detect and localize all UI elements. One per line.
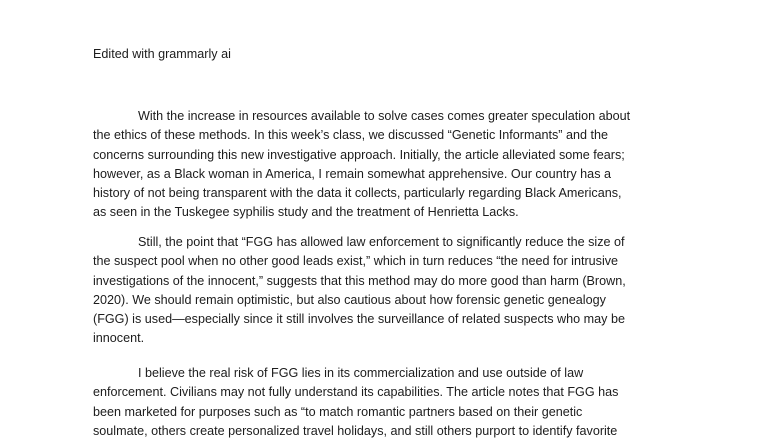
paragraph-line: concerns surrounding this new investigative approach. Initially, the article alleviated some fears; bbox=[93, 147, 625, 162]
paragraph-line: soulmate, others create personalized travel holidays, and still others purport to identify favorite bbox=[93, 423, 618, 438]
paragraph-line: been marketed for purposes such as “to match romantic partners based on their genetic bbox=[93, 404, 583, 419]
paragraph-line: the suspect pool when no other good leads exist,” which in turn reduces “the need for intrusive bbox=[93, 254, 619, 269]
paragraph-2 bbox=[93, 233, 693, 349]
paragraph-line: 2020). We should remain optimistic, but also cautious about how forensic genetic genealogy bbox=[93, 292, 606, 307]
paragraph-line: Still, the point that “FGG has allowed law enforcement to significantly reduce the size of bbox=[138, 235, 625, 249]
paragraph-line: With the increase in resources available to solve cases comes greater speculation about bbox=[138, 109, 631, 123]
paragraph-line: as seen in the Tuskegee syphilis study and the treatment of Henrietta Lacks. bbox=[93, 205, 519, 220]
paragraph-line: history of not being transparent with the data it collects, particularly regarding Black Americans, bbox=[93, 186, 622, 201]
paragraph-1 bbox=[93, 107, 693, 223]
paragraph-line: investigations of the innocent,” suggests that this method may do more good than harm (Brown, bbox=[93, 273, 626, 288]
paragraph-line: enforcement. Civilians may not fully understand its capabilities. The article notes that FGG has bbox=[93, 385, 619, 400]
paragraph-3 bbox=[93, 364, 693, 441]
paragraph-line: however, as a Black woman in America, I remain somewhat apprehensive. Our country has a bbox=[93, 166, 611, 181]
paragraph-line: I believe the real risk of FGG lies in its commercialization and use outside of law bbox=[138, 366, 584, 380]
paragraph-line: (FGG) is used—especially since it still involves the surveillance of related suspects who may be bbox=[93, 312, 625, 327]
paragraph-line: the ethics of these methods. In this week’s class, we discussed “Genetic Informants” and the bbox=[93, 128, 608, 143]
edit-note: Edited with grammarly ai bbox=[93, 47, 231, 61]
paragraph-line: innocent. bbox=[93, 331, 145, 346]
